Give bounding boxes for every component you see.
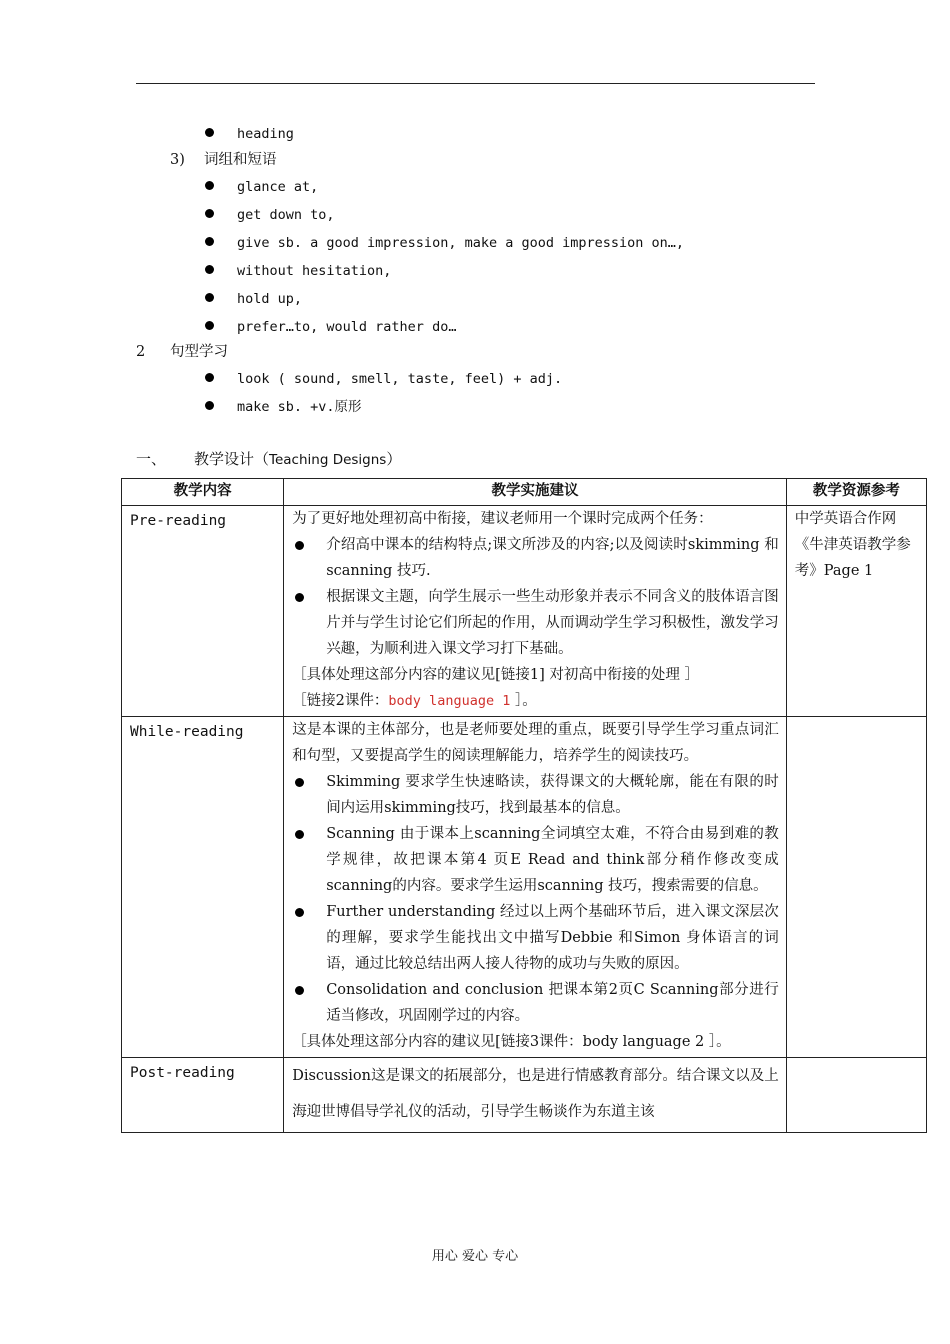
section-number: 一、 <box>136 450 167 468</box>
note-suffix: ］。 <box>510 693 537 709</box>
bullet-item: Further understanding 经过以上两个基础环节后，进入课文深层次的理解，要求学生能找出文中描写Debbie 和Simon 身体语言的词语，通过比较总结出两人接人待物的成功与失败的原因。 <box>292 899 779 977</box>
bullet-item: Scanning 由于课本上scanning全词填空太难，不符合由易到难的教学规律，故把课本第4 页E Read and think部分稍作修改变成scanning的内容。要求学生运用scanning 技巧，搜索需要的信息。 <box>292 821 779 899</box>
section-heading <box>136 449 401 470</box>
list-item: heading <box>237 126 294 142</box>
header-content: 教学内容 <box>122 479 284 506</box>
header-resources: 教学资源参考 <box>786 479 926 506</box>
phrases-heading: 词组和短语 <box>204 152 277 168</box>
bullet-icon <box>205 181 214 190</box>
cell-text: 为了更好地处理初高中衔接，建议老师用一个课时完成两个任务： <box>292 511 713 527</box>
bullet-item: Consolidation and conclusion 把课本第2页C Scanning部分进行适当修改，巩固刚学过的内容。 <box>292 977 779 1029</box>
list-item: give sb. a good impression, make a good impression on…, <box>237 235 685 251</box>
cell-note: ［具体处理这部分内容的建议见[链接1] 对初高中衔接的处理 ］ <box>292 667 699 683</box>
note-prefix: ［链接2课件： <box>292 693 389 709</box>
bullet-icon <box>205 128 214 137</box>
sentence-heading: 句型学习 <box>170 344 228 360</box>
table-row <box>122 1058 927 1133</box>
section-title-close: ） <box>386 450 402 468</box>
section-title-cn: 教学设计（ <box>194 450 270 468</box>
table-row <box>122 717 927 1058</box>
suggestion-cell <box>284 717 787 1058</box>
list-item: prefer…to, would rather do… <box>237 319 457 335</box>
header-rule <box>136 83 815 84</box>
cell-note: ［具体处理这部分内容的建议见[链接3课件：body language 2 ］。 <box>292 1034 731 1050</box>
bullet-icon <box>205 265 214 274</box>
suggestion-cell <box>284 506 787 717</box>
list-item: hold up, <box>237 291 303 307</box>
list-item: without hesitation, <box>237 263 392 279</box>
bullet-icon <box>205 293 214 302</box>
bullet-item: Skimming 要求学生快速略读，获得课文的大概轮廓，能在有限的时间内运用skimming技巧，找到最基本的信息。 <box>292 769 779 821</box>
header-suggestions: 教学实施建议 <box>284 479 787 506</box>
teaching-design-table <box>121 478 927 1133</box>
list-item: make sb. +v.原形 <box>237 399 362 415</box>
resource-cell: 中学英语合作网《牛津英语教学参考》Page 1 <box>786 506 926 717</box>
cell-note <box>292 688 779 714</box>
resource-cell <box>786 717 926 1058</box>
bullet-icon <box>205 373 214 382</box>
page-footer: 用心 爱心 专心 <box>431 1249 519 1264</box>
cell-text: 这是本课的主体部分，也是老师要处理的重点，既要引导学生学习重点词汇和句型，又要提高学生的阅读理解能力，培养学生的阅读技巧。 <box>292 722 779 764</box>
bullet-icon <box>205 209 214 218</box>
table-row <box>122 506 927 717</box>
list-item: get down to, <box>237 207 335 223</box>
bullet-item: 根据课文主题，向学生展示一些生动形象并表示不同含义的肢体语言图片并与学生讨论它们所起的作用，从而调动学生学习积极性，激发学习兴趣，为顺利进入课文学习打下基础。 <box>292 584 779 662</box>
stage-cell: Pre-reading <box>122 506 284 717</box>
courseware-link[interactable]: body language 1 <box>388 693 511 709</box>
bullet-icon <box>205 401 214 410</box>
resource-cell <box>786 1058 926 1133</box>
section-title-en: Teaching Designs <box>269 452 387 468</box>
table-header-row <box>122 479 927 506</box>
list-item: look ( sound, smell, taste, feel) + adj. <box>237 371 563 387</box>
suggestion-cell: Discussion这是课文的拓展部分，也是进行情感教育部分。结合课文以及上海迎世博倡导学礼仪的活动，引导学生畅谈作为东道主该 <box>284 1058 787 1133</box>
bullet-icon <box>205 237 214 246</box>
phrases-heading-number: 3) <box>170 152 185 168</box>
bullet-item: 介绍高中课本的结构特点;课文所涉及的内容;以及阅读时skimming 和scanning 技巧. <box>292 532 779 584</box>
sentence-heading-number: 2 <box>136 344 146 360</box>
list-item: glance at, <box>237 179 319 195</box>
stage-cell: Post-reading <box>122 1058 284 1133</box>
stage-cell: While-reading <box>122 717 284 1058</box>
bullet-icon <box>205 321 214 330</box>
